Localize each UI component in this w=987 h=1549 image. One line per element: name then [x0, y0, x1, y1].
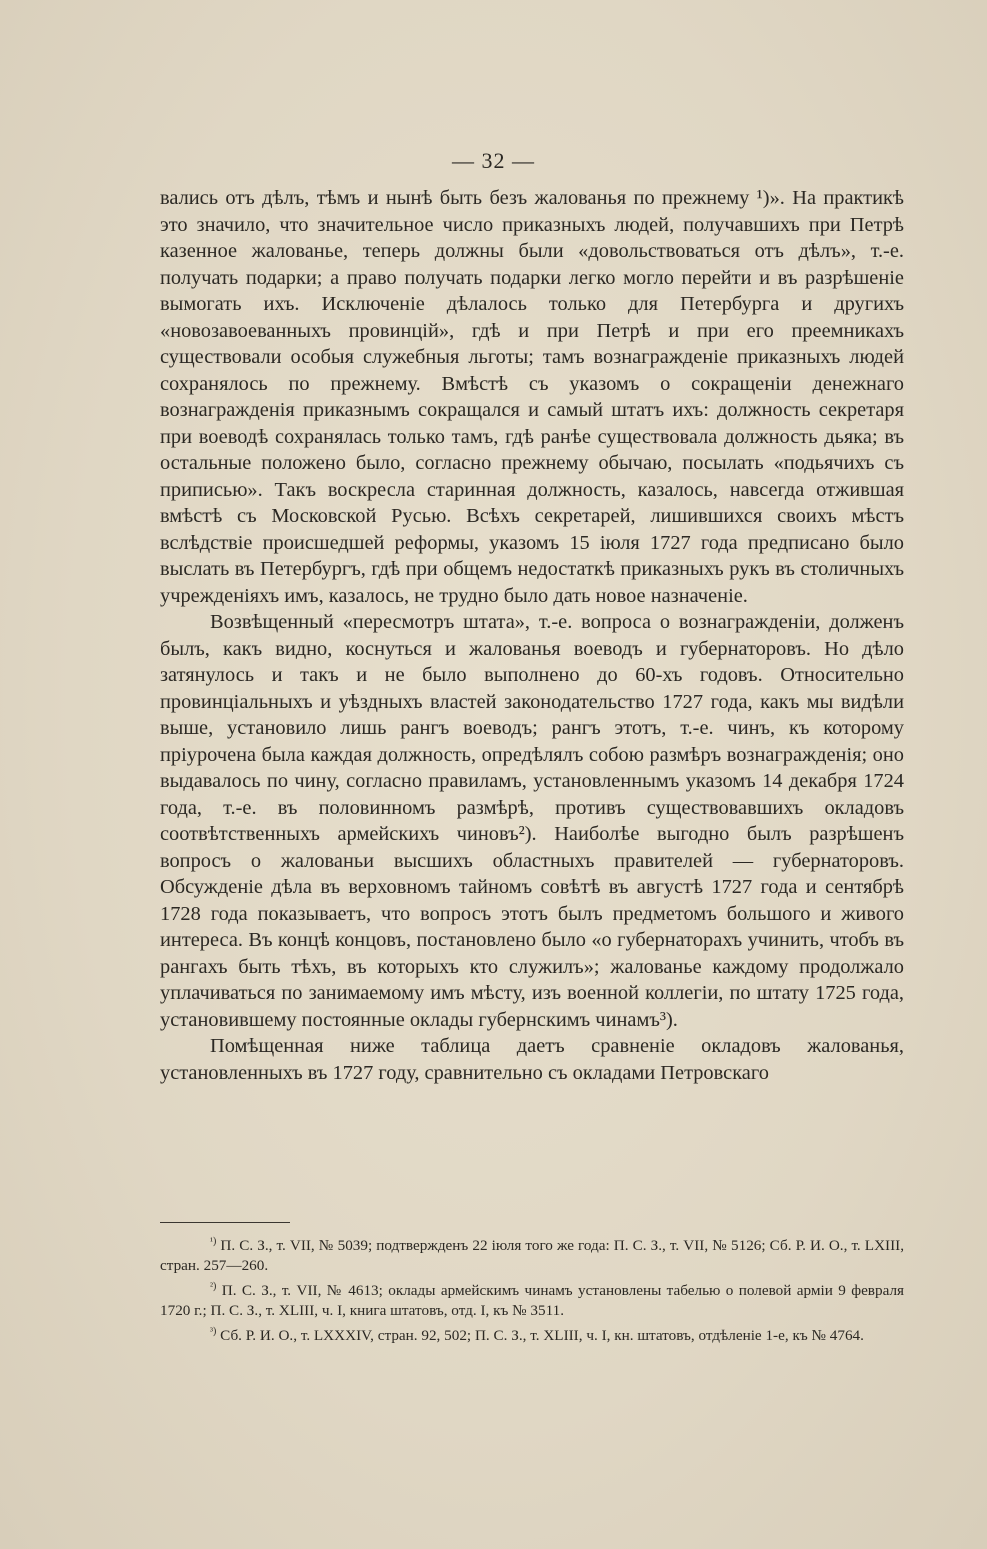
footnote	[160, 1326, 904, 1346]
paragraph: Возвѣщенный «пересмотръ штата», т.-е. вопроса о вознагражденіи, долженъ былъ, какъ видно, коснуться и жалованья воеводъ и губернаторовъ. Но дѣло затянулось и такъ и не было выполнено до 60-хъ годовъ. Относительно провинціальныхъ и уѣздныхъ властей законодательство 1727 года, какъ мы видѣли выше, установило лишь рангъ воеводъ; рангъ этотъ, т.-е. чинъ, къ которому пріурочена была каждая должность, опредѣлялъ собою размѣръ вознагражденія; оно выдавалось по чину, согласно правиламъ, установленнымъ указомъ 14 декабря 1724 года, т.-е. въ половинномъ размѣрѣ, противъ существовавшихъ окладовъ соотвѣтственныхъ армейскихъ чиновъ²). Наиболѣе выгодно былъ разрѣшенъ вопросъ о жалованьи высшихъ областныхъ правителей — губернаторовъ. Обсужденіе дѣла въ верховномъ тайномъ совѣтѣ въ августѣ 1727 года и сентябрѣ 1728 года показываетъ, что вопросъ этотъ былъ предметомъ большого и живого интереса. Въ концѣ концовъ, постановлено было «о губернаторахъ учинить, чтобъ въ рангахъ быть тѣхъ, въ которыхъ кто служилъ»; жалованье каждому продолжало уплачиваться по занимаемому имъ мѣсту, изъ военной коллегіи, по штату 1725 года, установившему постоянные оклады губернскимъ чинамъ³).	[160, 611, 904, 1031]
main-text	[160, 185, 904, 1086]
footnote-text: П. С. З., т. VII, № 4613; оклады армейскимъ чинамъ установлены табелью о полевой арміи 9 февраля 1720 г.; П. С. З., т. XLIII, ч. I, книга штатовъ, отд. I, къ № 3511.	[160, 1282, 905, 1319]
paragraph: вались отъ дѣлъ, тѣмъ и нынѣ быть безъ жалованья по прежнему ¹)». На практикѣ это значило, что значительное число приказныхъ людей, получавшихъ при Петрѣ казенное жалованье, теперь должны были «довольствоваться отъ дѣлъ», т.-е. получать подарки; а право получать подарки легко могло перейти и въ разрѣшеніе вымогать ихъ. Исключеніе дѣлалось только для Петербурга и другихъ «новозавоеванныхъ провинцій», гдѣ и при Петрѣ и при его преемникахъ существовали особыя служебныя льготы; тамъ вознагражденіе приказныхъ людей сохранялось по прежнему. Вмѣстѣ съ указомъ о сокращеніи денежнаго вознагражденія приказнымъ сокращался и самый штатъ ихъ: должность секретаря при воеводѣ сохранялась только тамъ, гдѣ ранѣе существовала должность дьяка; въ остальные положено было, согласно прежнему обычаю, посылать «подьячихъ съ приписью». Такъ воскресла старинная должность, казалось, навсегда отжившая вмѣстѣ съ Московской Русью. Всѣхъ секретарей, лишившихся своихъ мѣстъ вслѣдствіе происшедшей реформы, указомъ 15 іюля 1727 года предписано было выслать въ Петербургъ, гдѣ при общемъ недостаткѣ приказныхъ рукъ въ столичныхъ учрежденіяхъ имъ, казалось, не трудно было дать новое назначеніе.	[160, 187, 904, 607]
footnote	[160, 1281, 904, 1320]
footnote-mark: ²)	[210, 1280, 217, 1292]
footnote-divider	[160, 1222, 290, 1223]
footnote-mark: ³)	[210, 1325, 217, 1337]
footnote-text: Сб. Р. И. О., т. LXXXIV, стран. 92, 502; П. С. З., т. XLIII, ч. I, кн. штатовъ, отдѣленіе 1-е, къ № 4764.	[220, 1327, 864, 1344]
page-number: — 32 —	[452, 148, 535, 173]
footnotes	[160, 1236, 904, 1352]
footnote-mark: ¹)	[210, 1235, 217, 1247]
footnote	[160, 1236, 904, 1275]
paragraph: Помѣщенная ниже таблица даетъ сравненіе окладовъ жалованья, установленныхъ въ 1727 году, сравнительно съ окладами Петровскаго	[160, 1035, 904, 1084]
footnote-text: П. С. З., т. VII, № 5039; подтвержденъ 22 іюля того же года: П. С. З., т. VII, № 5126; Сб. Р. И. О., т. LXIII, стран. 257—260.	[160, 1237, 905, 1274]
